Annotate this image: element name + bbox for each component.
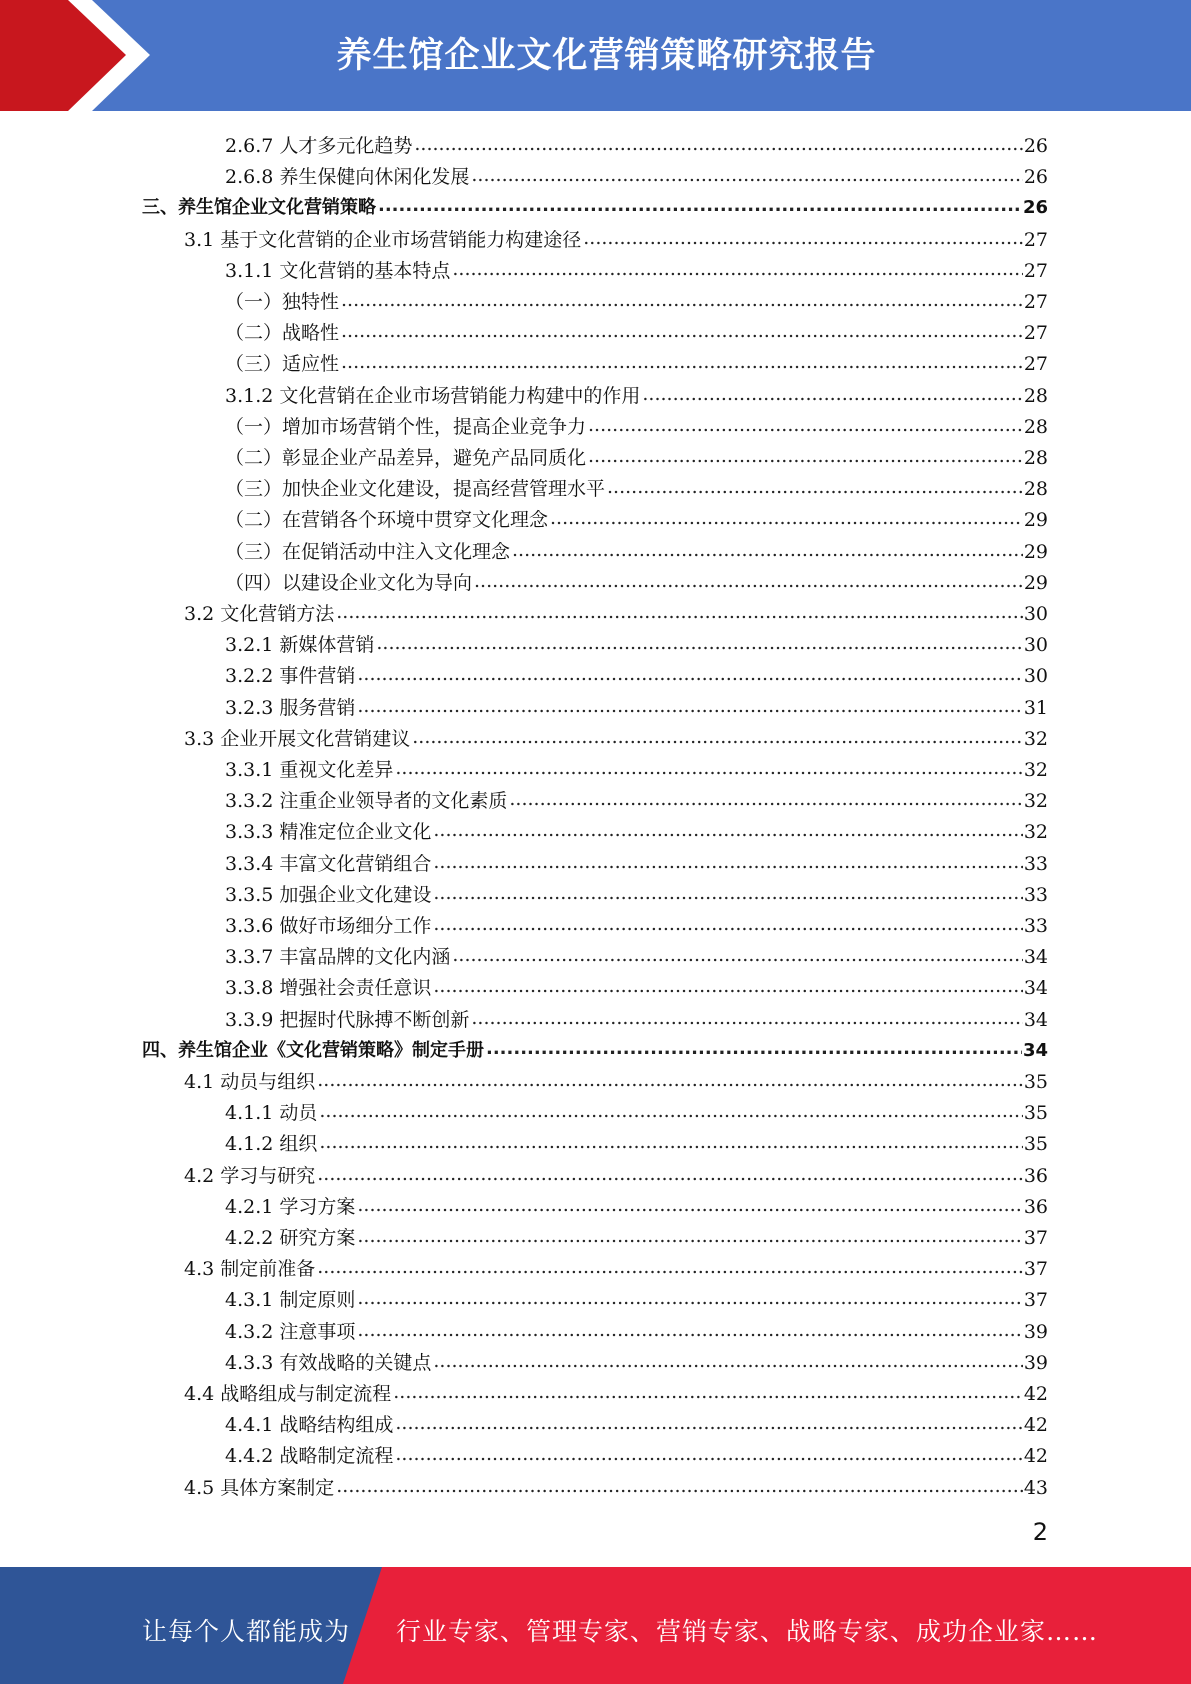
toc-entry-title: 4.3.3 有效战略的关键点: [225, 1351, 432, 1374]
toc-entry[interactable]: [225, 314, 1048, 345]
toc-entry-page: 27: [1023, 322, 1048, 345]
toc-dot-leader: [588, 444, 1023, 468]
toc-entry[interactable]: [225, 439, 1048, 470]
toc-entry-title: 4.5 具体方案制定: [184, 1476, 335, 1499]
toc-dot-leader: [319, 1130, 1022, 1154]
toc-entry-page: 28: [1023, 478, 1048, 501]
toc-entry-title: 4.4 战略组成与制定流程: [184, 1383, 392, 1405]
toc-dot-leader: [452, 257, 1022, 281]
toc-entry-page: 28: [1023, 384, 1048, 407]
toc-entry-page: 26: [1023, 135, 1048, 157]
toc-entry-page: 43: [1023, 1476, 1048, 1499]
toc-entry-title: 4.1 动员与组织: [184, 1071, 316, 1093]
toc-entry-page: 32: [1023, 727, 1048, 750]
toc-entry[interactable]: [225, 501, 1048, 532]
toc-entry-page: 30: [1023, 665, 1048, 688]
toc-dot-leader: [412, 725, 1023, 749]
toc-entry-page: 35: [1023, 1133, 1048, 1156]
toc-dot-leader: [433, 974, 1022, 998]
toc-entry-title: 4.4.1 战略结构组成: [225, 1414, 394, 1437]
toc-entry[interactable]: [142, 1032, 1048, 1063]
toc-dot-leader: [357, 1286, 1022, 1310]
toc-entry-title: 4.4.2 战略制定流程: [225, 1445, 394, 1468]
toc-entry-title: 4.3.2 注意事项: [225, 1320, 356, 1343]
toc-entry-page: 42: [1023, 1445, 1048, 1468]
toc-entry-page: 30: [1023, 603, 1048, 625]
toc-entry-title: （三）加快企业文化建设，提高经营管理水平: [225, 478, 606, 501]
toc-entry-page: 34: [1023, 1008, 1048, 1031]
toc-entry[interactable]: [184, 1250, 1048, 1281]
toc-entry[interactable]: [225, 127, 1048, 158]
document-title: 养生馆企业文化营销策略研究报告: [336, 36, 877, 76]
toc-dot-leader: [433, 1349, 1022, 1373]
toc-entry[interactable]: [225, 564, 1048, 595]
toc-entry-page: 34: [1023, 977, 1048, 1000]
toc-dot-leader: [357, 662, 1022, 686]
toc-dot-leader: [336, 1474, 1023, 1498]
toc-entry-page: 33: [1023, 883, 1048, 906]
toc-entry-page: 42: [1023, 1383, 1048, 1405]
toc-entry[interactable]: [184, 595, 1048, 626]
toc-dot-leader: [509, 787, 1022, 811]
toc-entry-page: 37: [1023, 1258, 1048, 1281]
toc-entry-title: 4.2 学习与研究: [184, 1164, 316, 1187]
toc-entry[interactable]: [225, 345, 1048, 376]
toc-dot-leader: [512, 538, 1023, 562]
toc-dot-leader: [341, 288, 1023, 312]
toc-entry-page: 31: [1023, 696, 1048, 719]
toc-entry-title: 3.3.9 把握时代脉搏不断创新: [225, 1008, 470, 1031]
toc-entry-title: 3.3.6 做好市场细分工作: [225, 915, 432, 937]
toc-dot-leader: [376, 631, 1022, 655]
toc-entry[interactable]: [225, 751, 1048, 782]
toc-entry[interactable]: [142, 189, 1048, 220]
toc-entry-page: 27: [1023, 228, 1048, 251]
toc-entry[interactable]: [225, 782, 1048, 813]
toc-dot-leader: [341, 319, 1023, 343]
toc-entry-page: 26: [1023, 166, 1048, 189]
toc-entry-page: 28: [1023, 447, 1048, 469]
toc-dot-leader: [452, 943, 1022, 967]
toc-entry-title: 3.3.8 增强社会责任意识: [225, 977, 432, 1000]
toc-entry[interactable]: [184, 221, 1048, 252]
toc-dot-leader: [433, 912, 1022, 936]
toc-dot-leader: [471, 163, 1022, 187]
toc-dot-leader: [474, 569, 1023, 593]
toc-entry[interactable]: [225, 1188, 1048, 1219]
toc-entry-page: 36: [1023, 1164, 1048, 1187]
toc-entry[interactable]: [225, 470, 1048, 501]
toc-entry[interactable]: [225, 1125, 1048, 1156]
toc-entry-title: （二）战略性: [225, 322, 340, 345]
toc-entry[interactable]: [225, 1406, 1048, 1437]
toc-dot-leader: [588, 413, 1023, 437]
toc-entry-title: 3.3.3 精准定位企业文化: [225, 821, 432, 844]
toc-entry-title: 4.3.1 制定原则: [225, 1289, 356, 1312]
toc-entry[interactable]: [225, 689, 1048, 720]
toc-entry-page: 28: [1023, 415, 1048, 438]
toc-dot-leader: [357, 1224, 1022, 1248]
toc-entry-page: 37: [1023, 1227, 1048, 1249]
toc-entry-title: 四、养生馆企业《文化营销策略》制定手册: [142, 1039, 484, 1061]
toc-entry-title: （三）适应性: [225, 353, 340, 376]
toc-entry[interactable]: [225, 1001, 1048, 1032]
toc-dot-leader: [319, 1099, 1022, 1123]
toc-entry-title: （四）以建设企业文化为导向: [225, 571, 473, 594]
toc-entry[interactable]: [225, 1344, 1048, 1375]
toc-entry-page: 32: [1023, 759, 1048, 781]
toc-dot-leader: [550, 506, 1023, 530]
toc-entry-page: 29: [1023, 571, 1048, 594]
toc-entry-page: 32: [1023, 821, 1048, 844]
toc-entry-page: 33: [1023, 915, 1048, 937]
toc-dot-leader: [607, 475, 1023, 499]
toc-entry-title: 3.3.7 丰富品牌的文化内涵: [225, 946, 451, 969]
toc-entry-title: 3.3 企业开展文化营销建议: [184, 727, 411, 750]
toc-dot-leader: [317, 1255, 1023, 1279]
toc-entry[interactable]: [225, 813, 1048, 844]
toc-entry-title: 3.2 文化营销方法: [184, 603, 335, 625]
toc-entry[interactable]: [225, 1437, 1048, 1468]
toc-entry-title: （一）独特性: [225, 291, 340, 313]
toc-entry-title: （一）增加市场营销个性，提高企业竞争力: [225, 415, 587, 438]
toc-dot-leader: [378, 194, 1022, 218]
toc-dot-leader: [357, 694, 1022, 718]
toc-entry-title: 4.1.1 动员: [225, 1102, 318, 1125]
toc-entry[interactable]: [184, 1375, 1048, 1406]
toc-dot-leader: [433, 850, 1022, 874]
toc-entry-title: 3.3.4 丰富文化营销组合: [225, 852, 432, 875]
toc-entry-page: 27: [1023, 259, 1048, 282]
toc-entry[interactable]: [225, 845, 1048, 876]
footer-slogan-roles: 行业专家、管理专家、营销专家、战略专家、成功企业家……: [396, 1617, 1099, 1646]
toc-entry[interactable]: [225, 938, 1048, 969]
toc-dot-leader: [471, 1006, 1022, 1030]
toc-entry-page: 29: [1023, 509, 1048, 532]
toc-dot-leader: [317, 1162, 1023, 1186]
toc-entry[interactable]: [225, 408, 1048, 439]
toc-entry-title: 4.3 制定前准备: [184, 1258, 316, 1281]
toc-dot-leader: [433, 818, 1022, 842]
toc-entry[interactable]: [225, 377, 1048, 408]
toc-entry[interactable]: [225, 657, 1048, 688]
toc-entry[interactable]: [225, 1094, 1048, 1125]
toc-entry-title: 3.3.5 加强企业文化建设: [225, 883, 432, 906]
toc-entry-page: 27: [1023, 353, 1048, 376]
toc-entry-page: 36: [1023, 1195, 1048, 1218]
page-number: 2: [1032, 1518, 1048, 1546]
toc-entry-page: 30: [1023, 634, 1048, 657]
toc-entry[interactable]: [225, 907, 1048, 938]
toc-dot-leader: [393, 1380, 1023, 1404]
toc-entry-title: 三、养生馆企业文化营销策略: [142, 197, 376, 219]
toc-dot-leader: [583, 226, 1023, 250]
toc-dot-leader: [317, 1068, 1023, 1092]
toc-dot-leader: [341, 350, 1023, 374]
toc-entry-page: 34: [1022, 1039, 1048, 1061]
toc-entry[interactable]: [225, 1313, 1048, 1344]
toc-entry-title: 3.2.3 服务营销: [225, 696, 356, 719]
toc-entry-title: 2.6.7 人才多元化趋势: [225, 135, 413, 157]
toc-entry-title: 2.6.8 养生保健向休闲化发展: [225, 166, 470, 189]
toc-entry-title: 3.3.1 重视文化差异: [225, 759, 394, 781]
toc-entry-title: 3.1.1 文化营销的基本特点: [225, 259, 451, 282]
toc-entry-title: （二）彰显企业产品差异，避免产品同质化: [225, 447, 587, 469]
toc-entry[interactable]: [184, 1157, 1048, 1188]
toc-dot-leader: [395, 756, 1022, 780]
toc-entry-title: （三）在促销活动中注入文化理念: [225, 540, 511, 563]
toc-entry-page: 35: [1023, 1102, 1048, 1125]
toc-entry[interactable]: [225, 533, 1048, 564]
toc-dot-leader: [395, 1442, 1022, 1466]
toc-entry-page: 29: [1023, 540, 1048, 563]
toc-entry[interactable]: [225, 1219, 1048, 1250]
toc-entry-title: 3.2.2 事件营销: [225, 665, 356, 688]
toc-dot-leader: [336, 600, 1023, 624]
toc-entry[interactable]: [225, 969, 1048, 1000]
toc-dot-leader: [486, 1037, 1022, 1061]
toc-entry-page: 33: [1023, 852, 1048, 875]
toc-entry-title: 4.2.2 研究方案: [225, 1227, 356, 1249]
toc-entry-page: 37: [1023, 1289, 1048, 1312]
toc-entry-page: 39: [1023, 1351, 1048, 1374]
toc-entry[interactable]: [184, 720, 1048, 751]
toc-entry-title: 4.2.1 学习方案: [225, 1195, 356, 1218]
toc-entry-page: 35: [1023, 1071, 1048, 1093]
toc-entry-page: 26: [1022, 197, 1048, 219]
toc-entry[interactable]: [225, 626, 1048, 657]
toc-entry-page: 34: [1023, 946, 1048, 969]
toc-entry-page: 39: [1023, 1320, 1048, 1343]
toc-entry[interactable]: [184, 1063, 1048, 1094]
toc-entry[interactable]: [225, 1281, 1048, 1312]
page-footer: [0, 1567, 1191, 1684]
toc-entry-page: 32: [1023, 790, 1048, 813]
toc-entry-title: （二）在营销各个环境中贯穿文化理念: [225, 509, 549, 532]
footer-slogan-lead: 让每个人都能成为: [142, 1617, 351, 1646]
toc-dot-leader: [642, 382, 1022, 406]
toc-entry-title: 3.3.2 注重企业领导者的文化素质: [225, 790, 508, 813]
toc-entry-title: 3.2.1 新媒体营销: [225, 634, 375, 657]
toc-entry[interactable]: [225, 252, 1048, 283]
toc-entry[interactable]: [184, 1469, 1048, 1500]
page-header: [0, 0, 1191, 111]
toc-entry-page: 42: [1023, 1414, 1048, 1437]
toc-dot-leader: [433, 881, 1022, 905]
toc-entry[interactable]: [225, 283, 1048, 314]
toc-dot-leader: [414, 132, 1022, 156]
toc-entry-title: 3.1 基于文化营销的企业市场营销能力构建途径: [184, 228, 582, 251]
toc-dot-leader: [357, 1193, 1022, 1217]
toc-entry[interactable]: [225, 158, 1048, 189]
toc-dot-leader: [357, 1318, 1022, 1342]
toc-entry-title: 4.1.2 组织: [225, 1133, 318, 1156]
toc-entry-title: 3.1.2 文化营销在企业市场营销能力构建中的作用: [225, 384, 641, 407]
toc-entry[interactable]: [225, 876, 1048, 907]
toc-dot-leader: [395, 1411, 1022, 1435]
toc-entry-page: 27: [1023, 291, 1048, 313]
